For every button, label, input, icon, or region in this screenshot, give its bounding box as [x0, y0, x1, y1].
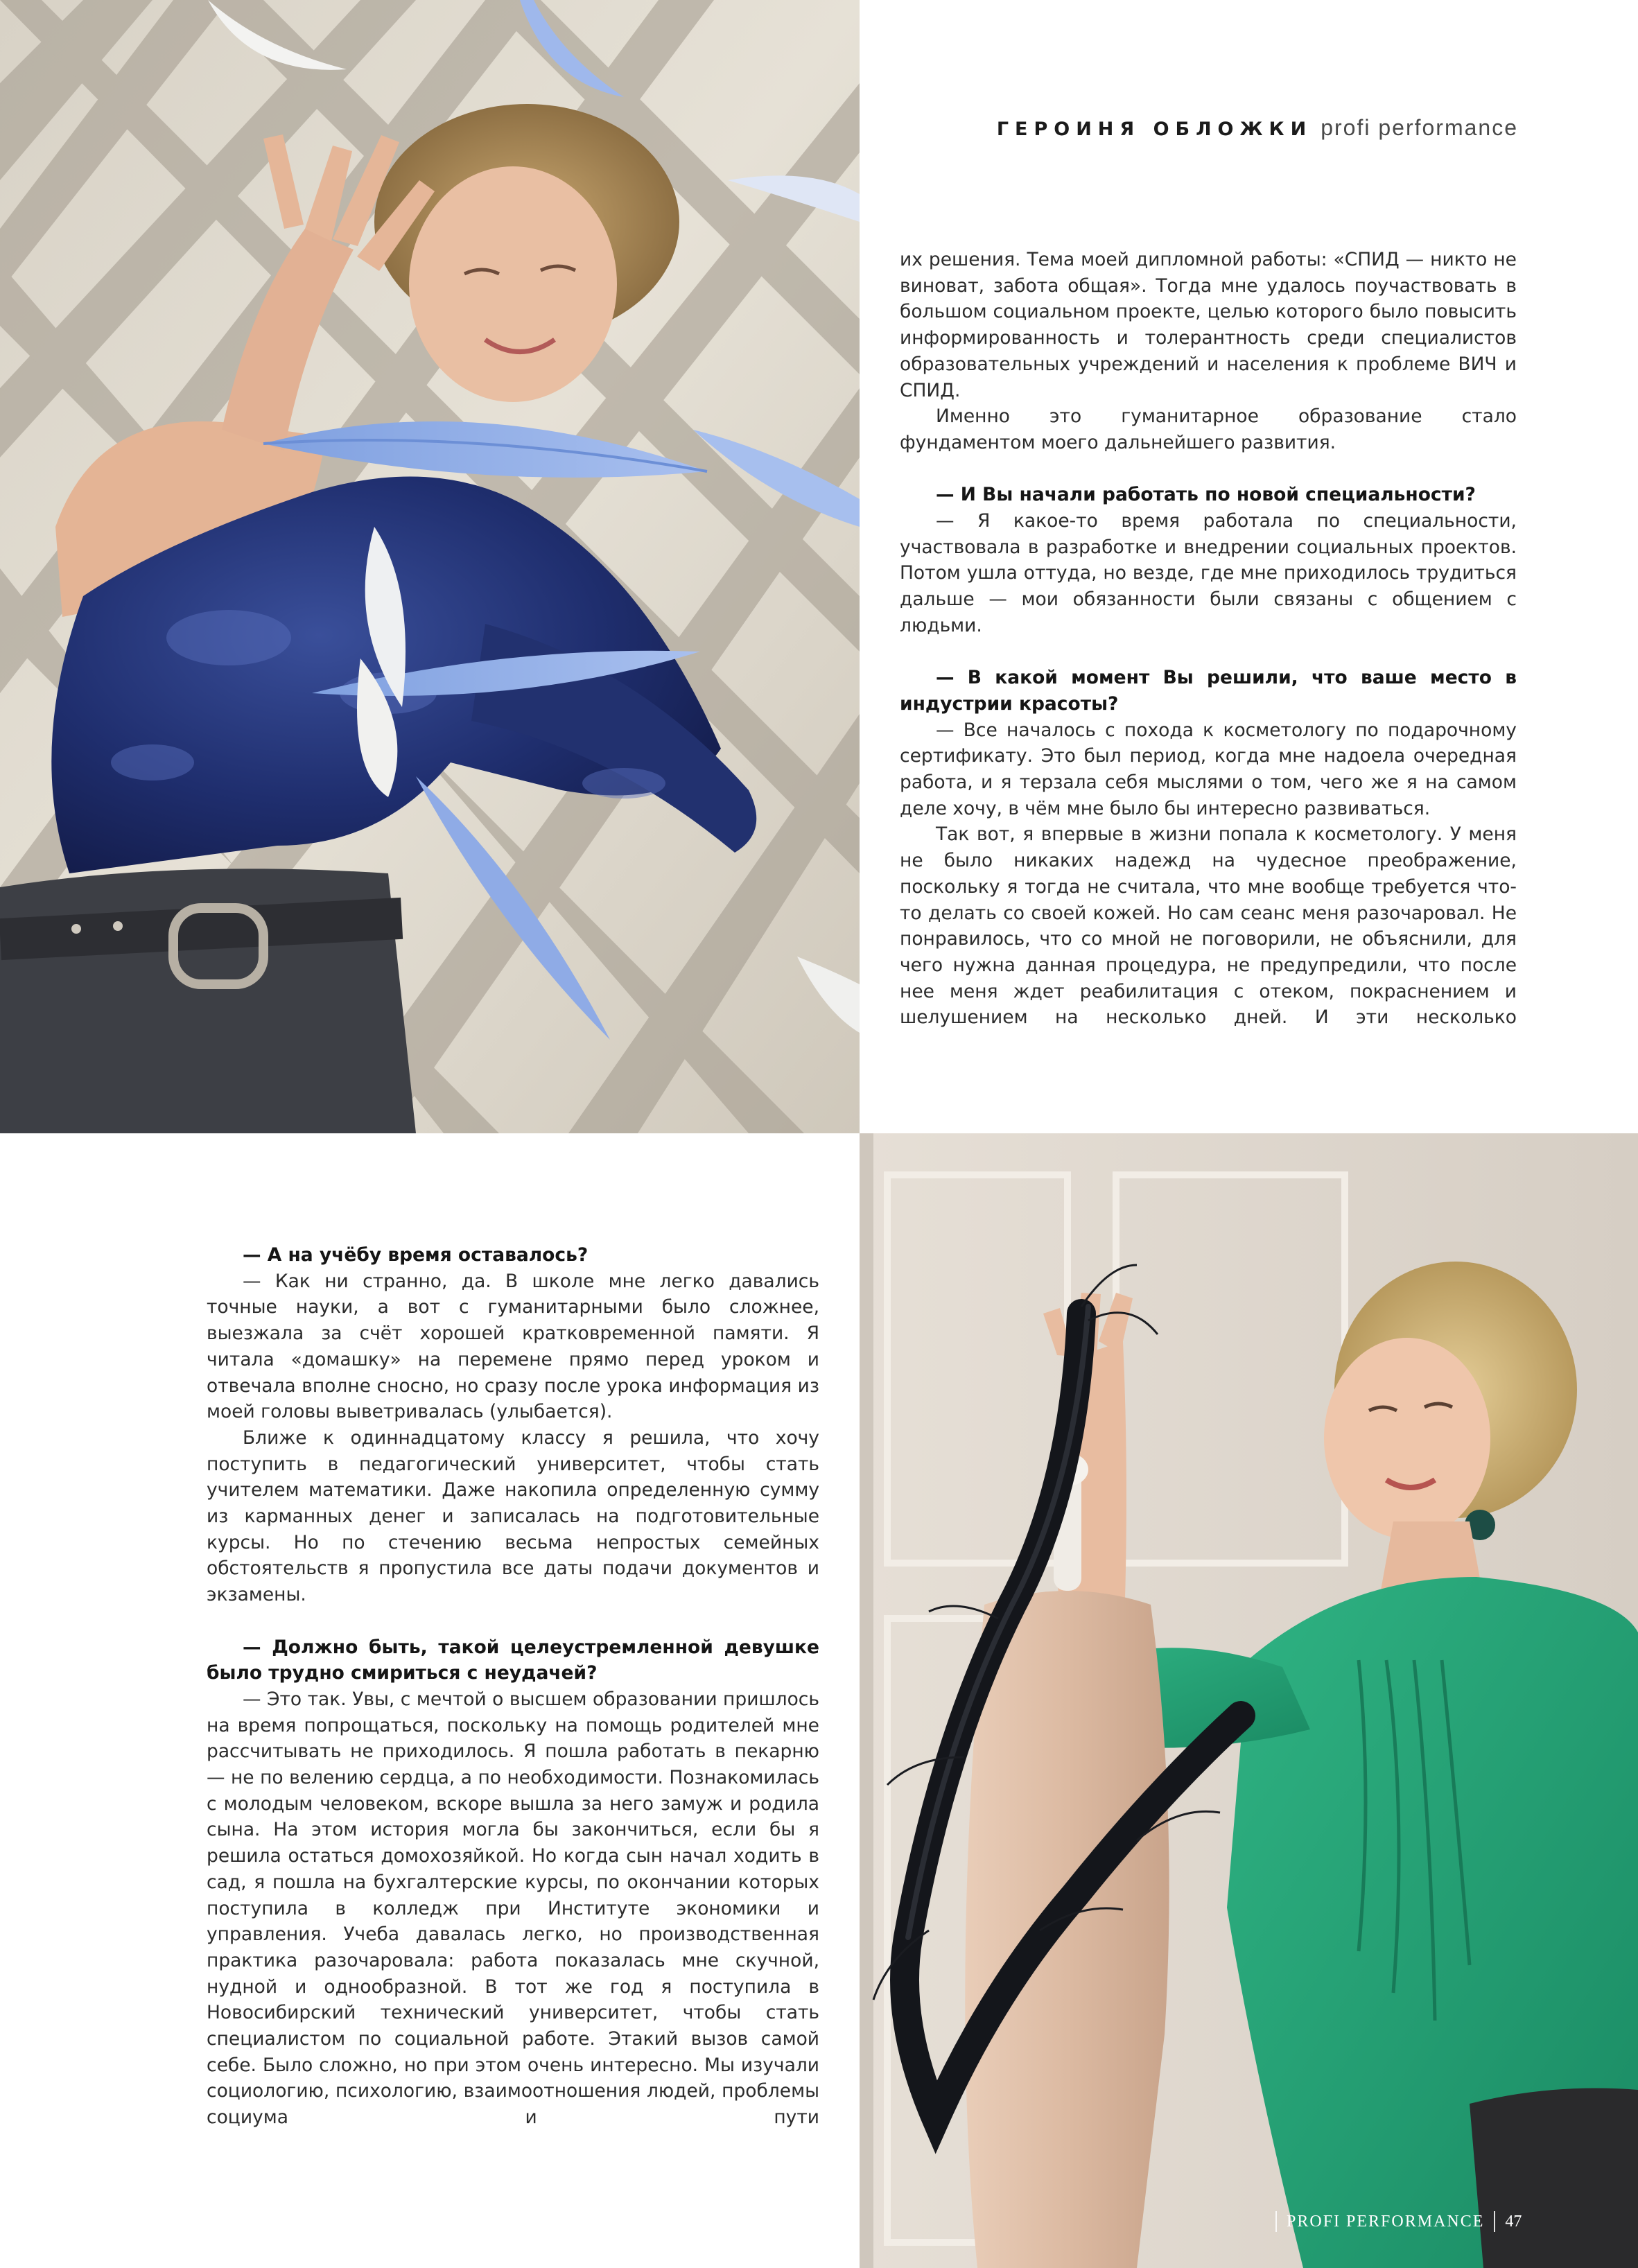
footer-divider — [1494, 2211, 1495, 2232]
paragraph: Так вот, я впервые в жизни попала к косметологу. У меня не было никаких надежд на чудесное преображение, поскольку я тогда не считала, что мне вообще требуется что-то делать со своей кожей. Но сам сеанс меня разочаровал. Не понравилось, что со мной не поговорили, не объяснили, для чего нужна данная процедура, не предупредили, что после нее меня ждет реабилитация с отеком, покраснением и шелушением на несколько дней. И эти несколько — [900, 823, 1517, 1029]
running-header — [996, 115, 1518, 146]
paragraph: — Я какое-то время работала по специальности, участвовала в разработке и внедрении социальных проектов. Потом ушла оттуда, но везде, где мне приходилось трудиться дальше — мои обязанности были связаны с общением с людьми. — [900, 510, 1517, 636]
interview-question: — Должно быть, такой целеустремленной девушке было трудно смириться с неудачей? — [207, 1636, 819, 1684]
footer-divider — [1275, 2211, 1277, 2232]
paragraph: — Это так. Увы, с мечтой о высшем образовании пришлось на время попрощаться, поскольку на помощь родителей мне рассчитывать не приходилось. Я пошла работать в пекарню — не по велению сердца, а по необходимости. Познакомилась с молодым человеком, вскоре вышла за него замуж и родила сына. На этом история могла бы закончиться, если бы я решила остаться домохозяйкой. Но когда сын начал ходить в сад, я пошла на бухгалтерские курсы, по окончании которых поступила в колледж при Институте экономики и управления. Учеба давалась легко, но производственная практика разочаровала: работа показалась мне скучной, нудной и однообразной. В тот же год я поступила в Новосибирский технический университет, чтобы стать специалистом по социальной работе. Этакий вызов самой себе. Было сложно, но при этом очень интересно. Мы изучали социологию, психологию, взаимоотношения людей, проблемы социума и пути — [207, 1688, 819, 2129]
paragraph: Ближе к одиннадцатому классу я решила, что хочу поступить в педагогический университет, чтобы стать учителем математики. Даже накопила определенную сумму из карманных денег и записалась на подготовительные курсы. Но по стечению весьма непростых семейных обстоятельств я пропустила все даты подачи документов и экзамены. — [207, 1427, 819, 1606]
interview-question: — А на учёбу время оставалось? — [243, 1244, 589, 1266]
section-title: ГЕРОИНЯ ОБЛОЖКИ — [996, 119, 1313, 140]
article-column-top — [900, 247, 1517, 1031]
page-footer — [1275, 2204, 1574, 2239]
interview-question: — И Вы начали работать по новой специальности? — [936, 484, 1476, 506]
photo-woman-with-feathers — [0, 0, 860, 1133]
magazine-brand: profi performance — [1321, 115, 1518, 140]
paragraph: — Как ни странно, да. В школе мне легко давались точные науки, а вот с гуманитарными было сложнее, выезжала за счёт хорошей кратковременной памяти. Я читала «домашку» на перемене прямо перед уроком и отвечала вполне сносно, но сразу после урока информация из моей головы выветривалась (улыбается). — [207, 1270, 819, 1423]
article-column-bottom — [207, 1242, 819, 2131]
photo-woman-with-mannequin — [860, 1133, 1638, 2268]
page-number: 47 — [1505, 2212, 1522, 2231]
interview-question: — В какой момент Вы решили, что ваше место в индустрии красоты? — [900, 667, 1517, 715]
paragraph: Именно это гуманитарное образование стало фундаментом моего дальнейшего развития. — [900, 405, 1517, 453]
paragraph: — Все началось с похода к косметологу по подарочному сертификату. Это был период, когда мне надоела очередная работа, и я терзала себя мыслями о том, чего же я на самом деле хочу, в чём мне было бы интересно развиваться. — [900, 719, 1517, 819]
paragraph: их решения. Тема моей дипломной работы: «СПИД — никто не виноват, забота общая». Тогда мне удалось поучаствовать в большом социальном проекте, целью которого было повысить информированность и толерантность среди специалистов образовательных учреждений и населения к проблеме ВИЧ и СПИД. — [900, 249, 1517, 401]
footer-brand: PROFI PERFORMANCE — [1287, 2212, 1485, 2231]
